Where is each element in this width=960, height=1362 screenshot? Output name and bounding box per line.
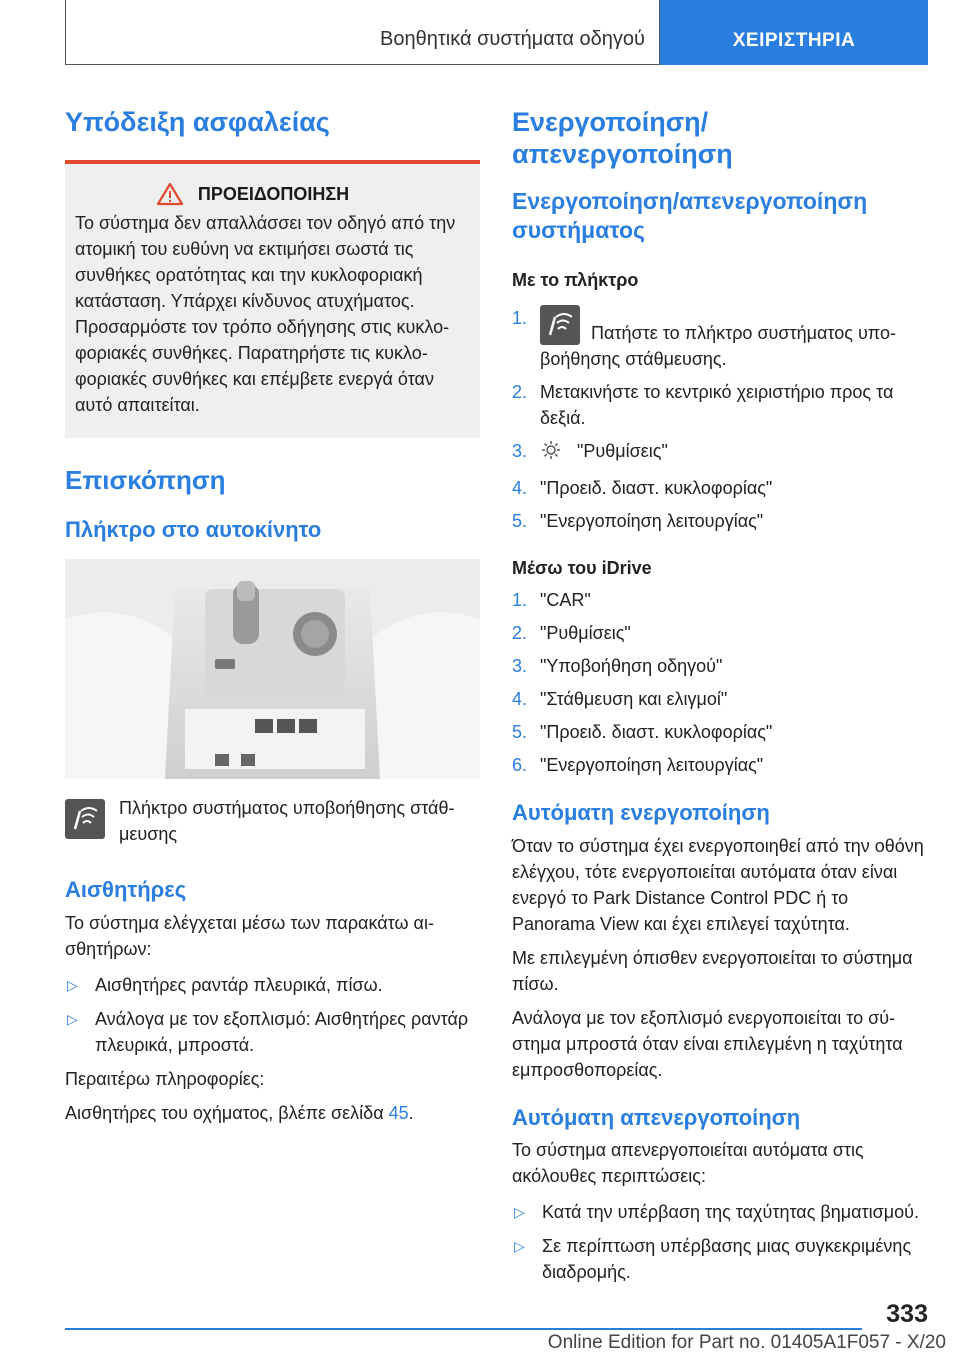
sensors-reference: Αισθητήρες του οχήματος, βλέπε σελίδα 45. (65, 1102, 414, 1123)
activation-subtitle: Ενεργοποίηση/απενεργοποίηση συστήματος (512, 187, 868, 243)
center-console-illustration (65, 559, 480, 779)
auto-activation-p1: Όταν το σύστημα έχει ενεργοποιηθεί από την οθόνη ελέγχου, τότε ενεργοποιείται αυτόματα όταν είναι ενεργό το Park Distance Control PDC ή το Panorama View και έχει επιλεγεί ταχύτητα. (512, 835, 924, 934)
auto-deactivation-intro: Το σύστημα απενεργοποιείται αυτόματα στις ακόλουθες περιπτώσεις: (512, 1140, 864, 1187)
list-item: ▷ Κατά την υπέρβαση της ταχύτητας βηματισμού. (512, 1199, 928, 1225)
center-console-photo (65, 559, 480, 779)
warning-title: ΠΡΟΕΙΔΟΠΟΙΗΣΗ (197, 183, 350, 204)
button-caption: Πλήκτρο συστήματος υποβοήθησης στάθμευσης (119, 798, 455, 845)
warning-box (65, 164, 480, 438)
overview-title: Επισκόπηση (65, 465, 226, 496)
list-item: 2. "Ρυθμίσεις" (512, 623, 631, 644)
footer-edition: Online Edition for Part no. 01405A1F057 - X/20 (547, 1332, 946, 1353)
list-item: ▷ Ανάλογα με τον εξοπλισμό: Αισθητήρες ραντάρ πλευρικά, μπροστά. (65, 1006, 480, 1058)
header-chapter-tab[interactable]: ΧΕΙΡΙΣΤΗΡΙΑ (660, 0, 928, 65)
sensors-intro: Το σύστημα ελέγχεται μέσω των παρακάτω αισθητήρων: (65, 912, 434, 959)
left-column (65, 100, 480, 1126)
triangle-bullet-icon: ▷ (514, 1238, 525, 1255)
parking-assist-button-icon (540, 305, 580, 345)
button-in-car-heading: Πλήκτρο στο αυτοκίνητο (65, 516, 322, 542)
list-item: 3. "Υποβοήθηση οδηγού" (512, 656, 723, 677)
idrive-heading: Μέσω του iDrive (512, 558, 652, 579)
triangle-bullet-icon: ▷ (67, 1010, 78, 1027)
header-section-title: Βοηθητικά συστήματα οδηγού (380, 28, 645, 50)
safety-title: Υπόδειξη ασφαλείας (65, 107, 330, 137)
list-item: 2. Μετακινήστε το κεντρικό χειριστήριο προς τα δεξιά. (512, 382, 894, 429)
more-info-label: Περαιτέρω πληροφορίες: (65, 1068, 265, 1089)
activation-title: Ενεργοποίηση/απενεργοποίηση (512, 107, 733, 170)
header-frame (65, 0, 660, 65)
list-item: 4. "Προειδ. διαστ. κυκλοφορίας" (512, 478, 773, 499)
with-button-heading: Με το πλήκτρο (512, 270, 639, 291)
gear-icon (540, 439, 564, 468)
warning-heading (75, 182, 470, 206)
list-item: 4. "Στάθμευση και ελιγμοί" (512, 689, 728, 710)
button-caption-row (65, 795, 480, 847)
auto-deactivation-list (512, 1199, 928, 1285)
page-number: 333 (886, 1300, 928, 1328)
list-item: 6. "Ενεργοποίηση λειτουργίας" (512, 755, 764, 776)
footer-rule (65, 1328, 862, 1330)
auto-activation-heading: Αυτόματη ενεργοποίηση (512, 800, 770, 826)
page-reference-link[interactable]: 45 (388, 1102, 409, 1123)
with-button-steps (512, 305, 928, 534)
list-item: 3. "Ρυθμίσεις" (512, 438, 928, 468)
triangle-bullet-icon: ▷ (514, 1204, 525, 1221)
page-header (65, 0, 928, 65)
sensors-heading: Αισθητήρες (65, 877, 187, 903)
auto-deactivation-heading: Αυτόματη απενεργοποίηση (512, 1104, 801, 1130)
list-item: ▷ Αισθητήρες ραντάρ πλευρικά, πίσω. (65, 972, 480, 998)
idrive-steps (512, 587, 928, 778)
warning-text: Το σύστημα δεν απαλλάσσει τον οδηγό από την ατομική του ευθύνη να εκτιμήσει σωστά τις συνθήκες ορατότητας και την κυκλοφοριακή κατάσταση. Υπάρχει κίνδυνος ατυχήματος. Προσαρμόστε τον τρόπο οδήγησης στις κυκλοφοριακές συνθήκες. Παρατηρήστε τις κυκλοφοριακές συνθήκες και επέμβετε ενεργά όταν αυτό απαιτείται. (75, 213, 456, 416)
list-item: 1. "CAR" (512, 590, 591, 611)
right-column (512, 100, 928, 1293)
auto-activation-p2: Με επιλεγμένη όπισθεν ενεργοποιείται το σύστημα πίσω. (512, 947, 913, 994)
sensors-list (65, 972, 480, 1058)
list-item: 5. "Προειδ. διαστ. κυκλοφορίας" (512, 722, 773, 743)
list-item: 5. "Ενεργοποίηση λειτουργίας" (512, 511, 764, 532)
list-item: 1. Πατήστε το πλήκτρο συστήματος υποβοήθησης στάθμευσης. (512, 305, 928, 372)
parking-assist-button-icon (65, 799, 105, 839)
warning-triangle-icon (156, 182, 184, 206)
auto-activation-p3: Ανάλογα με τον εξοπλισμό ενεργοποιείται το σύστημα μπροστά όταν είναι επιλεγμένη η ταχύτητα εμπροσθοπορείας. (512, 1007, 903, 1080)
list-item: ▷ Σε περίπτωση υπέρβασης μιας συγκεκριμένης διαδρομής. (512, 1233, 928, 1285)
triangle-bullet-icon: ▷ (67, 976, 78, 993)
